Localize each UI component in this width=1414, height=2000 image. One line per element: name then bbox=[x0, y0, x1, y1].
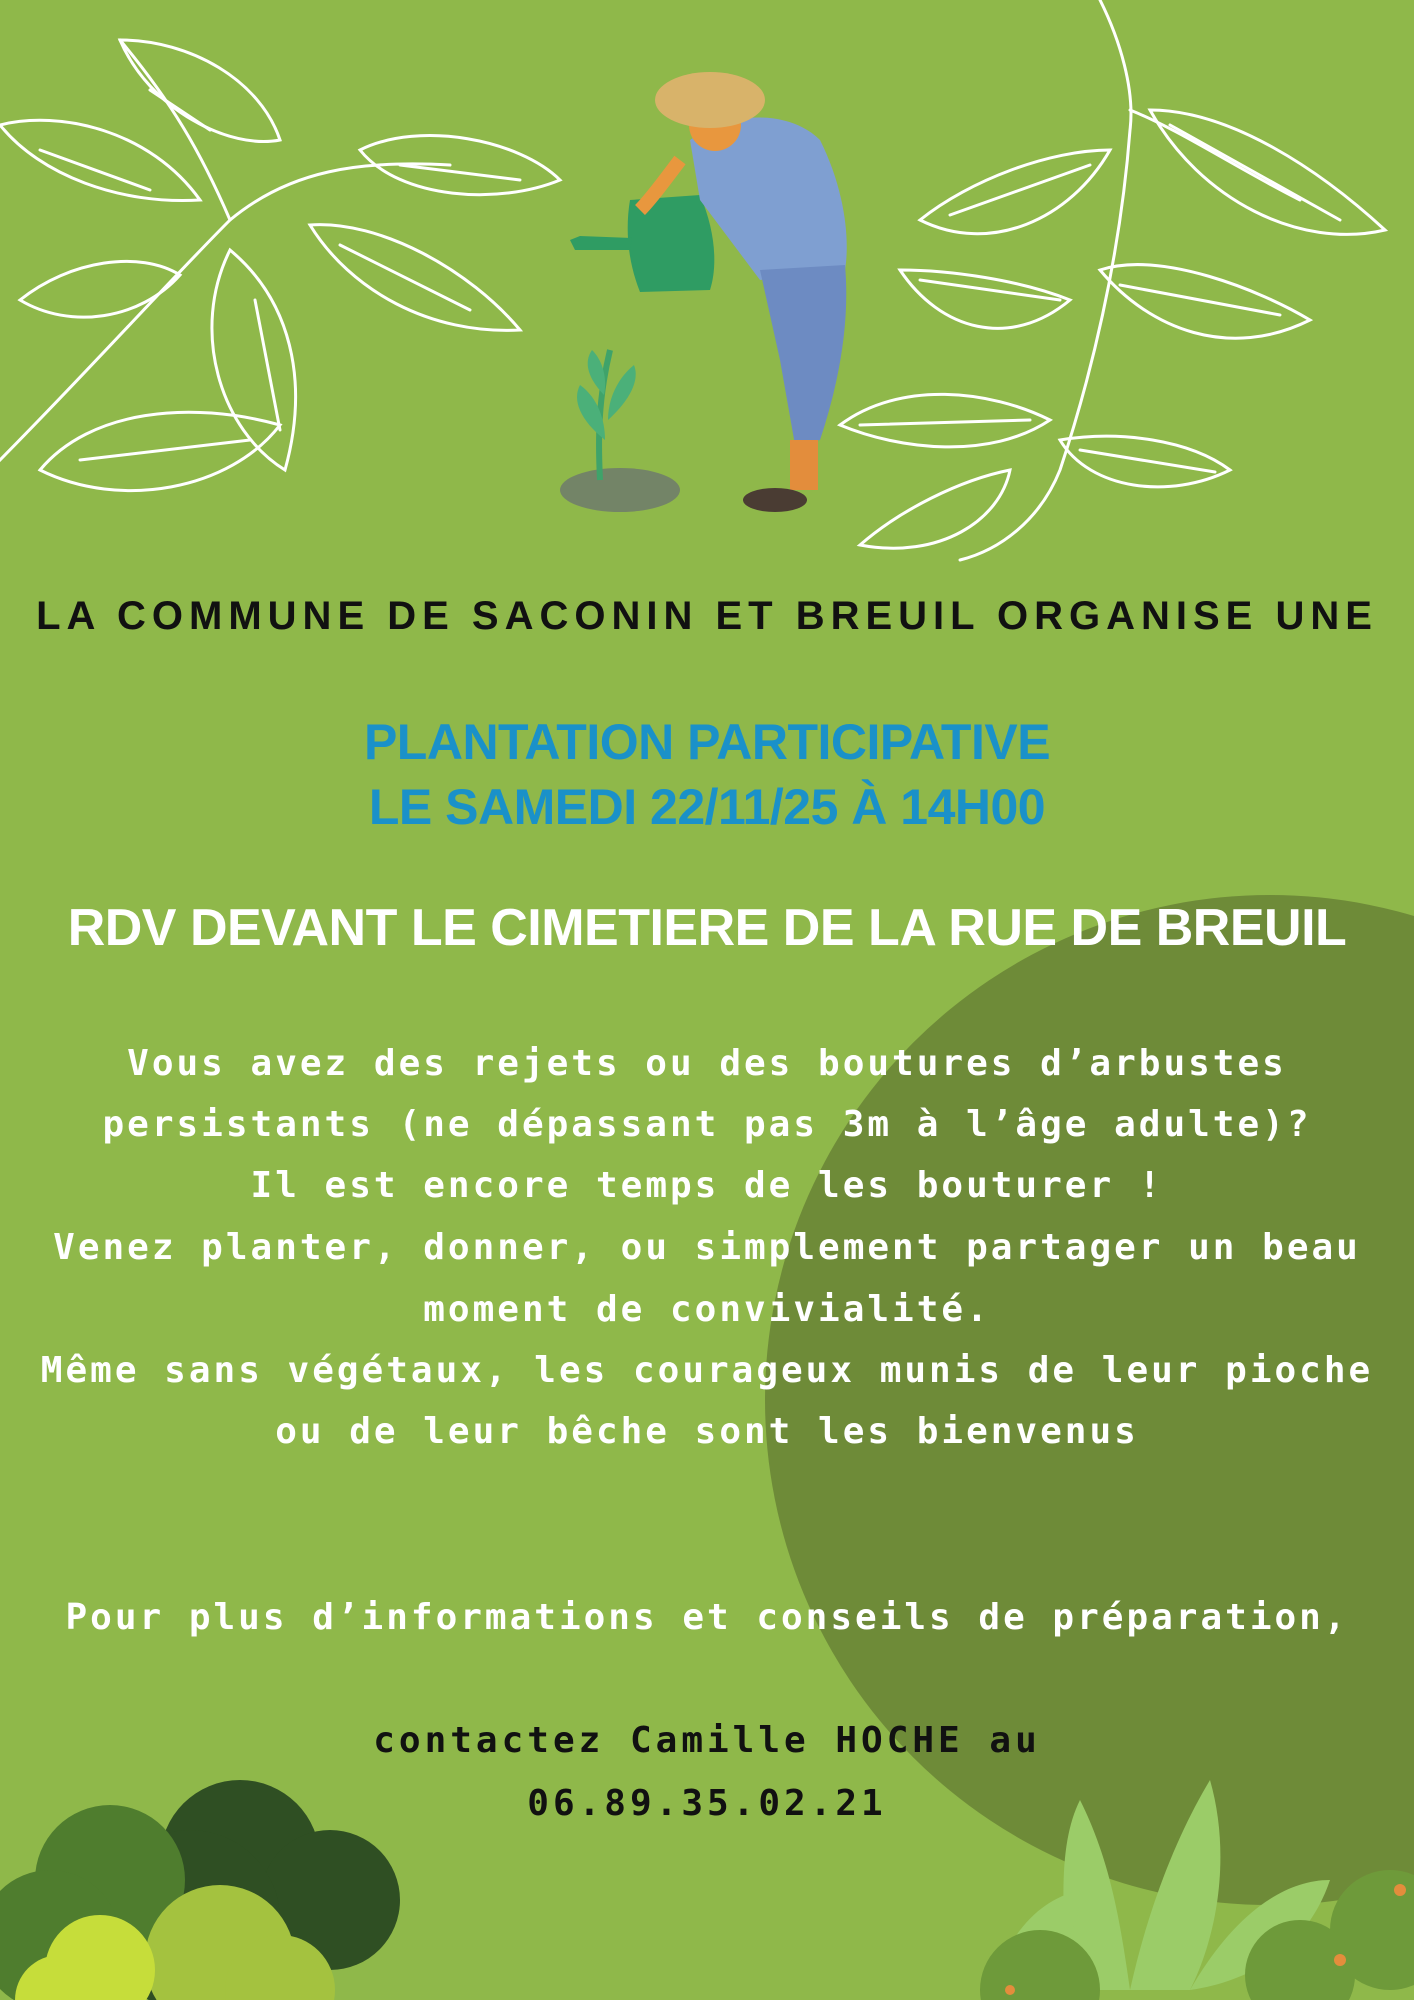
paragraph-line: Il est encore temps de les bouturer ! bbox=[250, 1165, 1164, 1206]
event-title: PLANTATION PARTICIPATIVE bbox=[363, 714, 1051, 770]
event-date: LE SAMEDI 22/11/25 À 14H00 bbox=[368, 779, 1046, 835]
paragraph-line: ou de leur bêche sont les bienvenus bbox=[275, 1411, 1139, 1452]
organizer-intro: LA COMMUNE DE SACONIN ET BREUIL ORGANISE UNE bbox=[36, 594, 1378, 638]
paragraph-line: Vous avez des rejets ou des boutures d’arbustes bbox=[127, 1043, 1287, 1084]
paragraph-line: Venez planter, donner, ou simplement partager un beau bbox=[53, 1227, 1361, 1268]
meeting-point: RDV DEVANT LE CIMETIERE DE LA RUE DE BREUIL bbox=[67, 899, 1347, 957]
info-line: Pour plus d’informations et conseils de préparation, bbox=[65, 1597, 1349, 1638]
contact-phone: 06.89.35.02.21 bbox=[527, 1783, 887, 1824]
paragraph-line: Même sans végétaux, les courageux munis de leur pioche bbox=[40, 1350, 1374, 1391]
paragraph-line: persistants (ne dépassant pas 3m à l’âge adulte)? bbox=[102, 1104, 1312, 1145]
paragraph-line: moment de convivialité. bbox=[423, 1289, 991, 1330]
contact-name: contactez Camille HOCHE au bbox=[373, 1720, 1041, 1761]
